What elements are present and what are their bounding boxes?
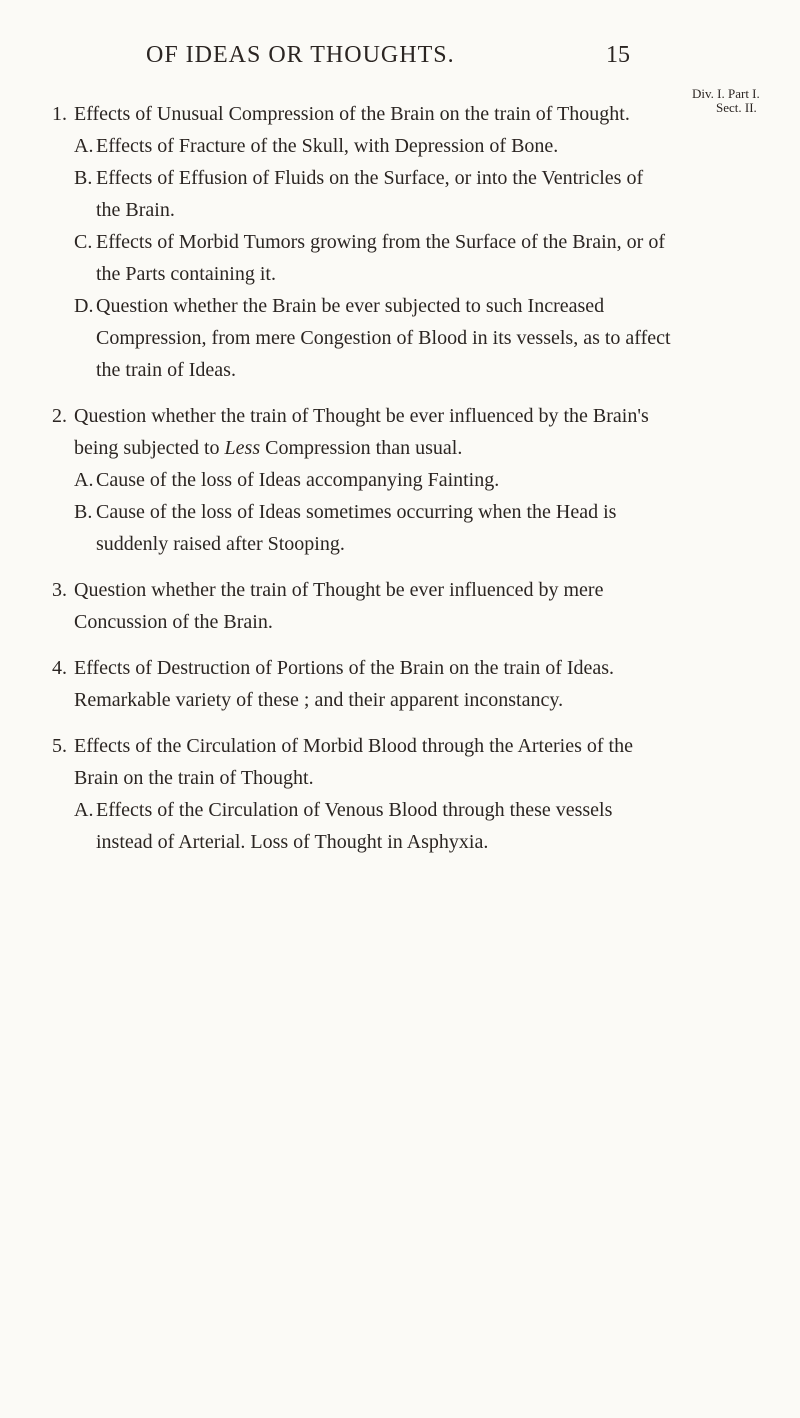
entry-label: B.: [74, 501, 93, 523]
entry-2-a: [52, 464, 672, 496]
margin-note: [692, 87, 792, 115]
entry-text: Effects of Unusual Compression of the Brain on the train of Thought.: [74, 103, 630, 125]
entry-text: Cause of the loss of Ideas accompanying Fainting.: [96, 469, 500, 491]
entry-2: [52, 400, 672, 464]
entry-text: Question whether the train of Thought be ever influenced by mere Concussion of the Brain.: [74, 579, 604, 633]
entry-text: Effects of Morbid Tumors growing from the Surface of the Brain, or of the Parts containing it.: [96, 231, 665, 285]
entry-label: A.: [74, 135, 94, 157]
entry-label: 4.: [52, 657, 67, 679]
entry-label: 5.: [52, 735, 67, 757]
spacer: [52, 716, 672, 730]
entry-text: Effects of the Circulation of Morbid Blood through the Arteries of the Brain on the train of Thought.: [74, 735, 633, 789]
entry-1-b: [52, 162, 672, 226]
entry-text: Cause of the loss of Ideas sometimes occurring when the Head is suddenly raised after Stooping.: [96, 501, 617, 555]
spacer: [52, 386, 672, 400]
entry-1: [52, 98, 672, 130]
entry-label: 2.: [52, 405, 67, 427]
entry-5: [52, 730, 672, 794]
entry-5-a: [52, 794, 672, 858]
contents-list: [52, 98, 672, 858]
entry-text: Question whether the Brain be ever subjected to such Increased Compression, from mere Congestion of Blood in its vessels, as to affect the train of Ideas.: [96, 295, 671, 381]
entry-label: B.: [74, 167, 93, 189]
entry-3: [52, 574, 672, 638]
entry-text: Effects of Effusion of Fluids on the Surface, or into the Ventricles of the Brain.: [96, 167, 644, 221]
entry-label: C.: [74, 231, 93, 253]
entry-label: D.: [74, 295, 94, 317]
entry-1-a: [52, 130, 672, 162]
margin-note-division: Div. I. Part I.: [692, 86, 760, 101]
entry-4: [52, 652, 672, 716]
entry-label: A.: [74, 469, 94, 491]
entry-1-c: [52, 226, 672, 290]
entry-label: A.: [74, 799, 94, 821]
spacer: [52, 560, 672, 574]
running-head: [146, 42, 646, 78]
entry-text: Effects of Fracture of the Skull, with Depression of Bone.: [96, 135, 559, 157]
page-number: 15: [606, 42, 630, 68]
spacer: [52, 638, 672, 652]
entry-label: 3.: [52, 579, 67, 601]
running-title: OF IDEAS OR THOUGHTS.: [146, 42, 455, 68]
entry-label: 1.: [52, 103, 67, 125]
entry-text: Effects of Destruction of Portions of the Brain on the train of Ideas. Remarkable variety of these ; and their apparent inconstancy.: [74, 657, 615, 711]
entry-text: Question whether the train of Thought be ever influenced by the Brain's being subjected to: [74, 405, 649, 459]
entry-text-tail: Compression than usual.: [260, 437, 463, 459]
margin-note-section: Sect. II.: [716, 100, 757, 115]
entry-2-b: [52, 496, 672, 560]
entry-emphasis: Less: [224, 437, 261, 459]
entry-1-d: [52, 290, 672, 386]
entry-text: Effects of the Circulation of Venous Blood through these vessels instead of Arterial. Loss of Thought in Asphyxia.: [96, 799, 613, 853]
